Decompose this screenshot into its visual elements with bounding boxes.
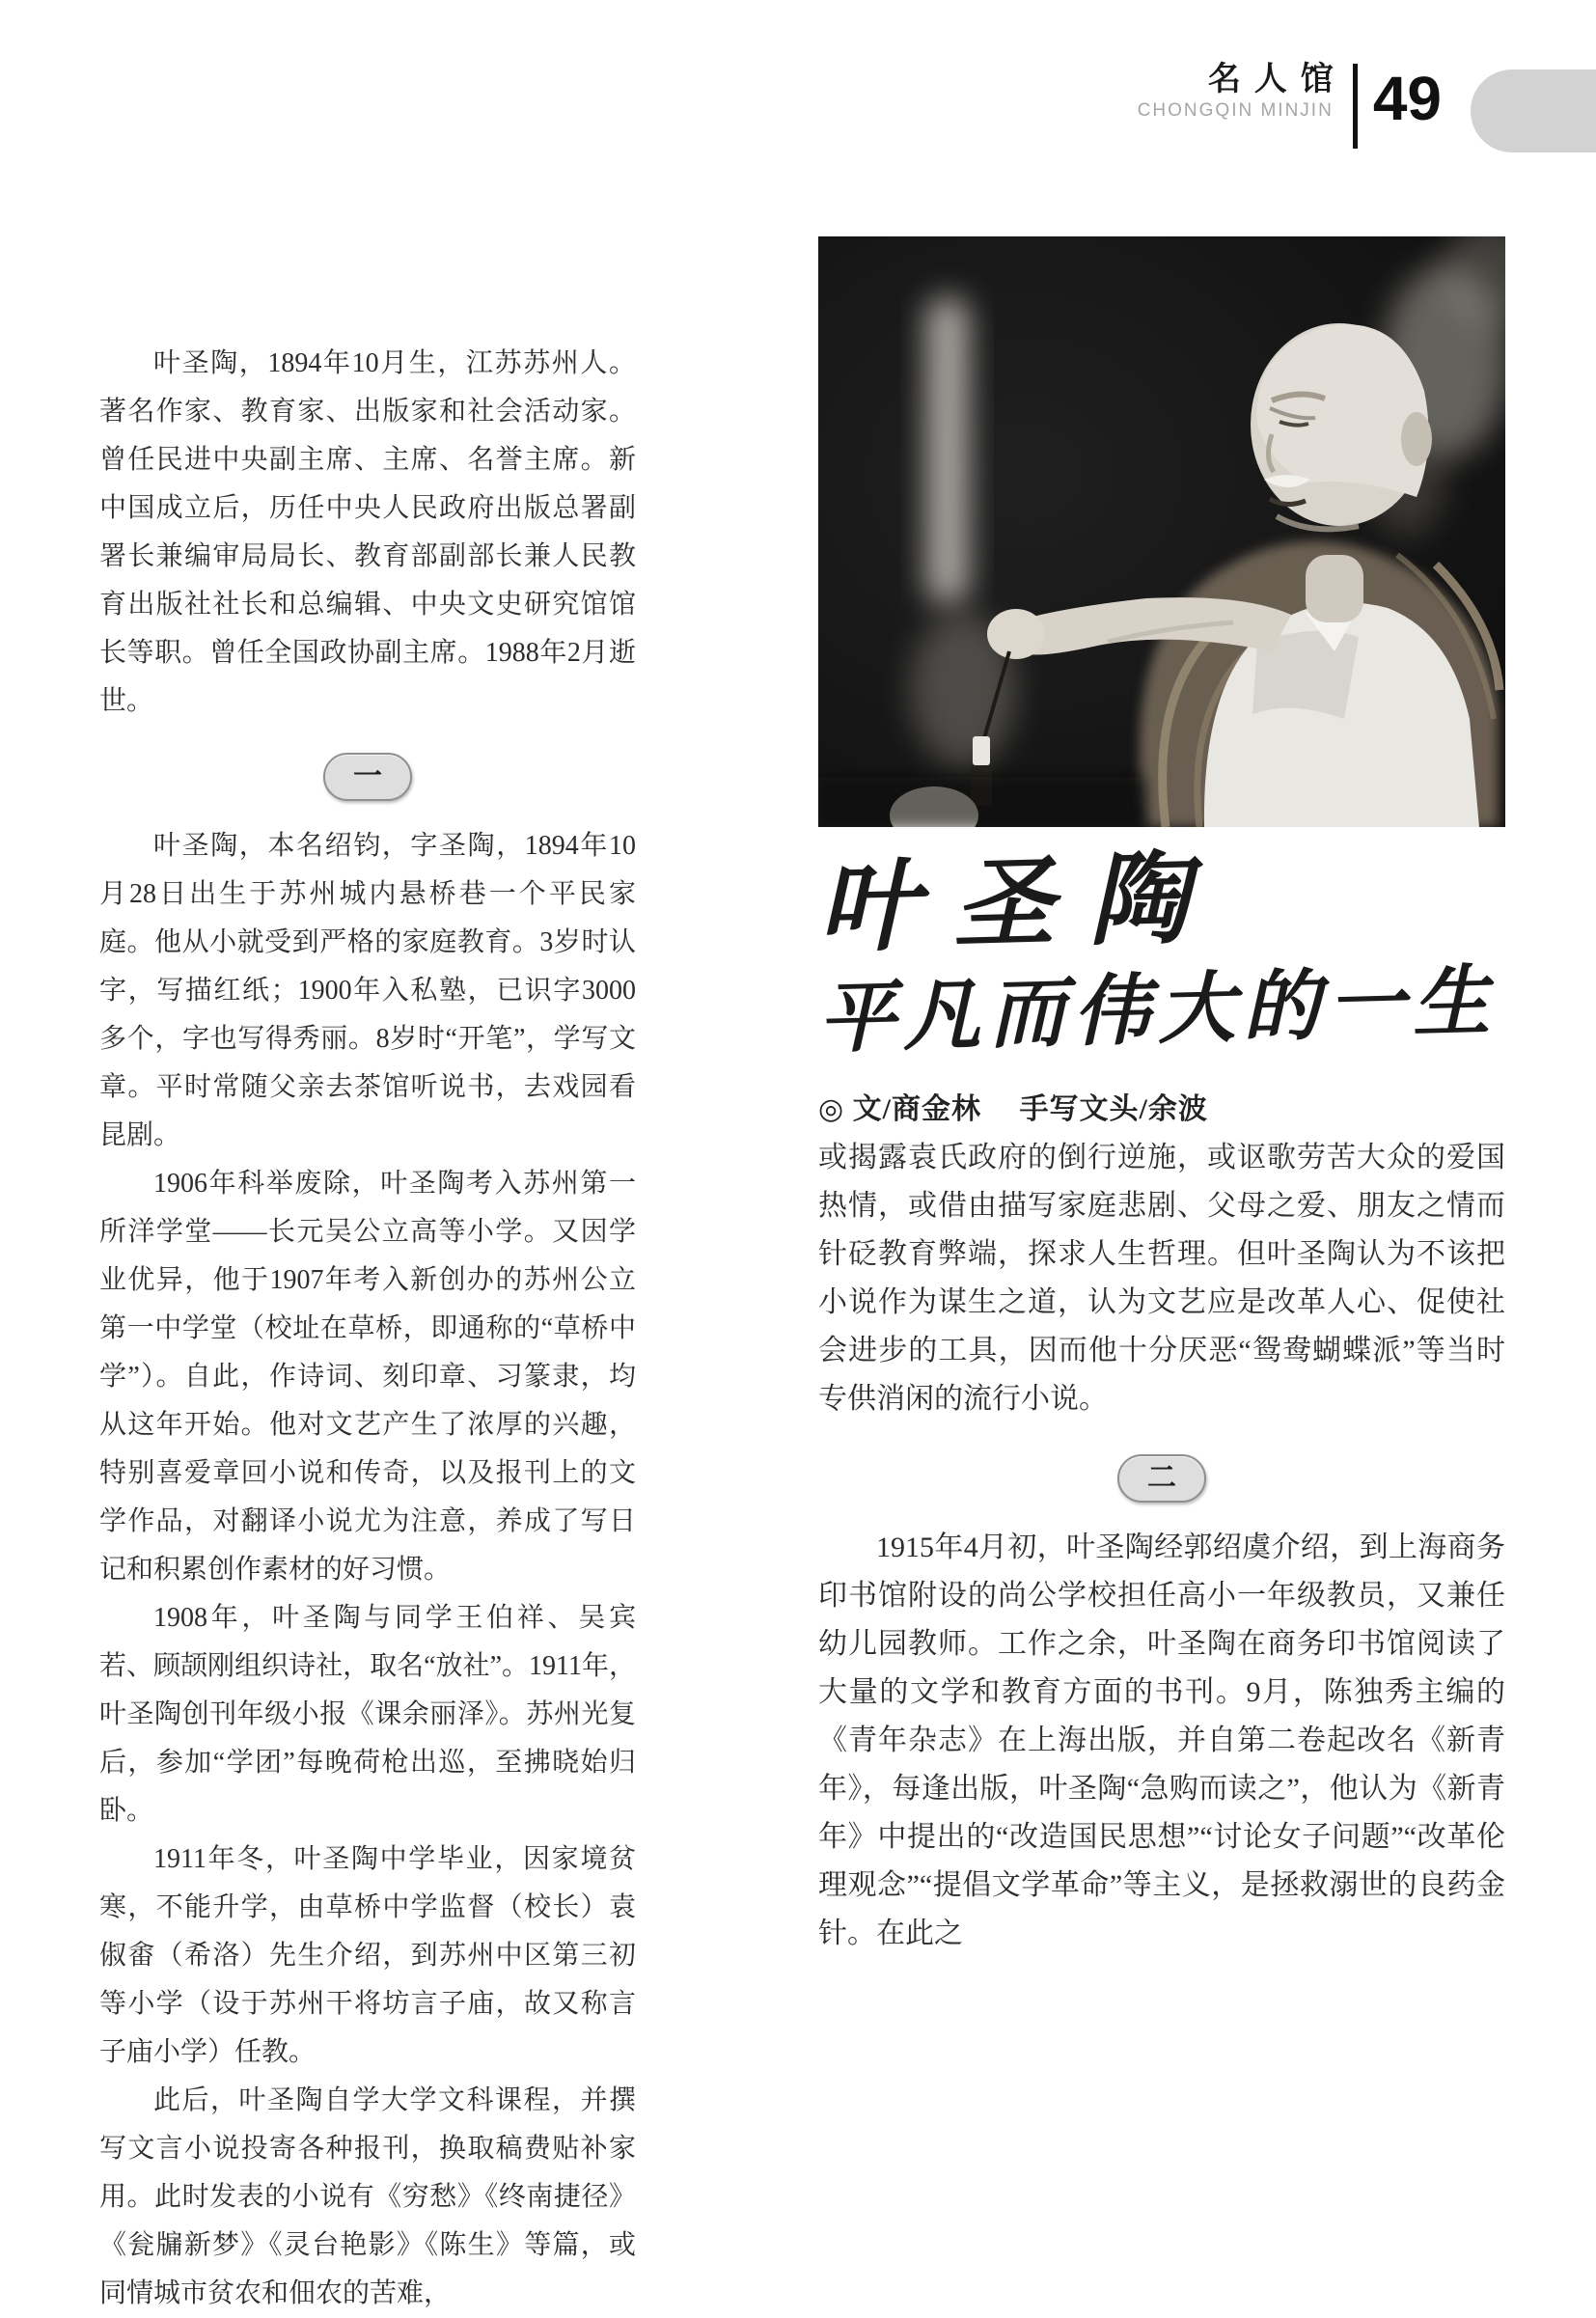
corner-tab-shape	[1471, 69, 1596, 152]
body-paragraph: 1908年，叶圣陶与同学王伯祥、吴宾若、顾颉刚组织诗社，取名“放社”。1911年，叶圣陶创刊年级小报《课余丽泽》。苏州光复后，参加“学团”每晚荷枪出巡，至拂晓始归卧。	[99, 1603, 636, 1826]
body-paragraph: 叶圣陶，本名绍钧，字圣陶，1894年10月28日出生于苏州城内悬桥巷一个平民家庭。他从小就受到严格的家庭教育。3岁时认字，写描红纸；1900年入私塾，已识字3000多个，字也写得秀丽。8岁时“开笔”，学写文章。平时常随父亲去茶馆听说书，去戏园看昆剧。	[99, 831, 636, 1150]
page-number: 49	[1372, 64, 1442, 133]
section-title: 名人馆	[1207, 61, 1347, 97]
body-paragraph: 此后，叶圣陶自学大学文科课程，并撰写文言小说投寄各种报刊，换取稿费贴补家用。此时发表的小说有《穷愁》《终南捷径》《瓮牖新梦》《灵台艳影》《陈生》等篇，或同情城市贫农和佃农的苦难，	[99, 2085, 636, 2308]
right-column	[818, 236, 1505, 1958]
section-title-block	[1137, 61, 1347, 122]
section-two-marker: 二	[1117, 1454, 1206, 1503]
body-paragraph: 或揭露袁氏政府的倒行逆施，或讴歌劳苦大众的爱国热情，或借由描写家庭悲剧、父母之爱、朋友之情而针砭教育弊端，探求人生哲理。但叶圣陶认为不该把小说作为谋生之道，认为文艺应是改革人心、促使社会进步的工具，因而他十分厌恶“鸳鸯蝴蝶派”等当时专供消闲的流行小说。	[818, 1141, 1505, 1415]
section-one-marker: 一	[323, 753, 412, 801]
intro-paragraph: 叶圣陶，1894年10月生，江苏苏州人。著名作家、教育家、出版家和社会活动家。曾任民进中央副主席、主席、名誉主席。新中国成立后，历任中央人民政府出版总署副署长兼编审局局长、教育部副部长兼人民教育出版社社长和总编辑、中央文史研究馆馆长等职。曾任全国政协副主席。1988年2月逝世。	[99, 348, 636, 716]
portrait-photo	[818, 236, 1505, 827]
calligraphy-title-line1: 叶圣陶	[816, 843, 1225, 965]
calligraphy-title-line2: 平凡而伟大的一生	[816, 959, 1499, 1062]
byline: ◎ 文/商金林 手写文头/余波	[818, 1092, 1208, 1125]
body-paragraph: 1911年冬，叶圣陶中学毕业，因家境贫寒，不能升学，由草桥中学监督（校长）袁俶畬（希洛）先生介绍，到苏州中区第三初等小学（设于苏州干将坊言子庙，故又称言子庙小学）任教。	[99, 1844, 636, 2067]
left-column	[99, 340, 636, 2318]
section-subtitle: CHONGQIN MINJIN	[1137, 100, 1334, 122]
page-header	[1138, 50, 1596, 152]
body-paragraph: 1906年科举废除，叶圣陶考入苏州第一所洋学堂——长元吴公立高等小学。又因学业优异，他于1907年考入新创办的苏州公立第一中学堂（校址在草桥，即通称的“草桥中学”）。自此，作诗词、刻印章、习篆隶，均从这年开始。他对文艺产生了浓厚的兴趣，特别喜爱章回小说和传奇，以及报刊上的文学作品，对翻译小说尤为注意，养成了写日记和积累创作素材的好习惯。	[99, 1169, 636, 1585]
header-divider-bar	[1353, 64, 1358, 149]
body-paragraph: 1915年4月初，叶圣陶经郭绍虞介绍，到上海商务印书馆附设的尚公学校担任高小一年级教员，又兼任幼儿园教师。工作之余，叶圣陶在商务印书馆阅读了大量的文学和教育方面的书刊。9月，陈独秀主编的《青年杂志》在上海出版，并自第二卷起改名《新青年》，每逢出版，叶圣陶“急购而读之”，他认为《新青年》中提出的“改造国民思想”“讨论女子问题”“改革伦理观念”“提倡文学革命”等主义，是拯救溺世的良药金针。在此之	[818, 1531, 1505, 1949]
